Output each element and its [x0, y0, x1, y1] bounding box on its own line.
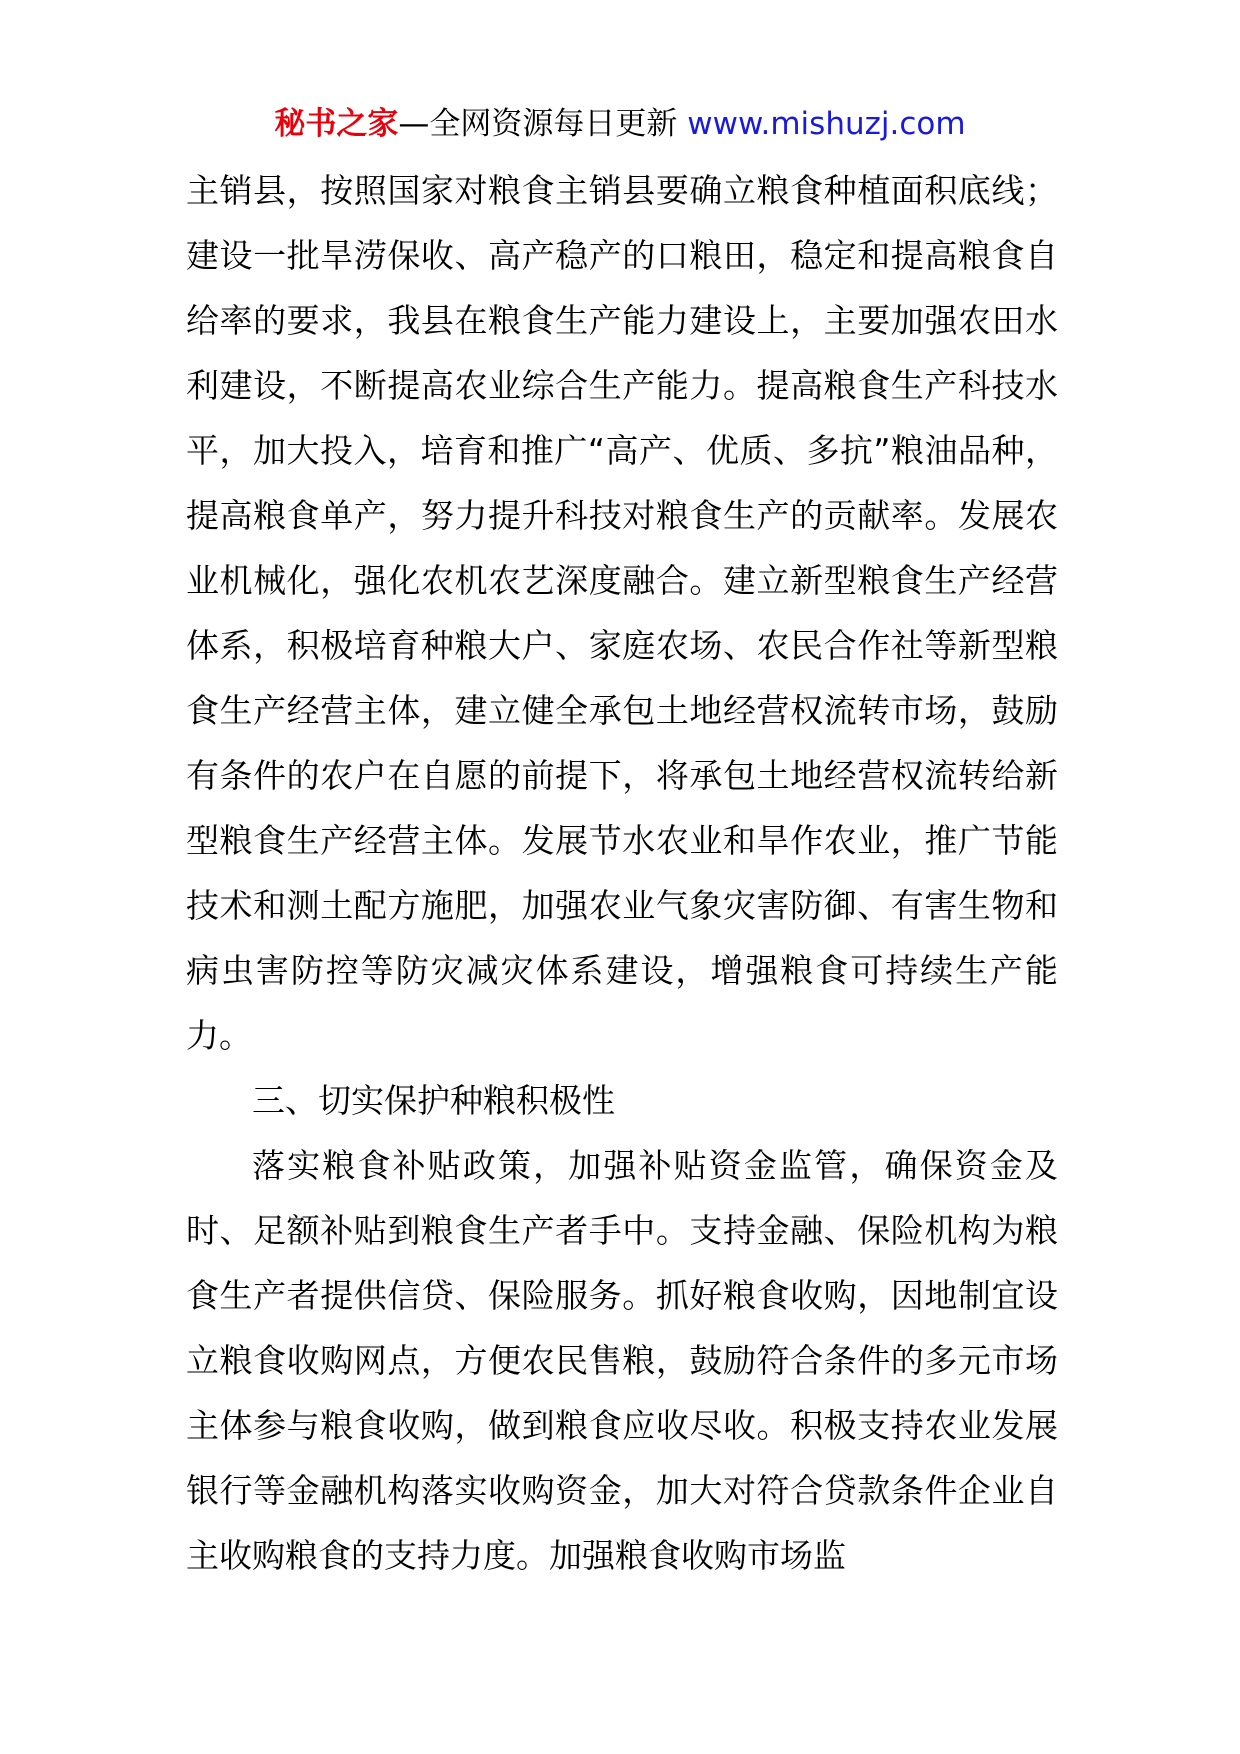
document-body — [186, 158, 1058, 1588]
section-heading: 三、切实保护种粮积极性 — [252, 1081, 615, 1120]
body-paragraph: 主销县，按照国家对粮食主销县要确立粮食种植面积底线；建设一批旱涝保收、高产稳产的口粮田，稳定和提高粮食自给率的要求，我县在粮食生产能力建设上，主要加强农田水利建设，不断提高农业综合生产能力。提高粮食生产科技水平，加大投入，培育和推广“高产、优质、多抗”粮油品种，提高粮食单产，努力提升科技对粮食生产的贡献率。发展农业机械化，强化农机农艺深度融合。建立新型粮食生产经营体系，积极培育种粮大户、家庭农场、农民合作社等新型粮食生产经营主体，建立健全承包土地经营权流转市场，鼓励有条件的农户在自愿的前提下，将承包土地经营权流转给新型粮食生产经营主体。发展节水农业和旱作农业，推广节能技术和测土配方施肥，加强农业气象灾害防御、有害生物和病虫害防控等防灾减灾体系建设，增强粮食可持续生产能力。 — [186, 171, 1058, 1055]
brand-name: 秘书之家 — [274, 106, 399, 142]
header-slogan: —全网资源每日更新 — [398, 106, 678, 142]
page-header — [0, 104, 1240, 144]
body-paragraph: 落实粮食补贴政策，加强补贴资金监管，确保资金及时、足额补贴到粮食生产者手中。支持金融、保险机构为粮食生产者提供信贷、保险服务。抓好粮食收购，因地制宜设立粮食收购网点，方便农民售粮，鼓励符合条件的多元市场主体参与粮食收购，做到粮食应收尽收。积极支持农业发展银行等金融机构落实收购资金，加大对符合贷款条件企业自主收购粮食的支持力度。加强粮食收购市场监 — [186, 1146, 1058, 1575]
site-url-link[interactable]: www.mishuzj.com — [687, 106, 966, 142]
